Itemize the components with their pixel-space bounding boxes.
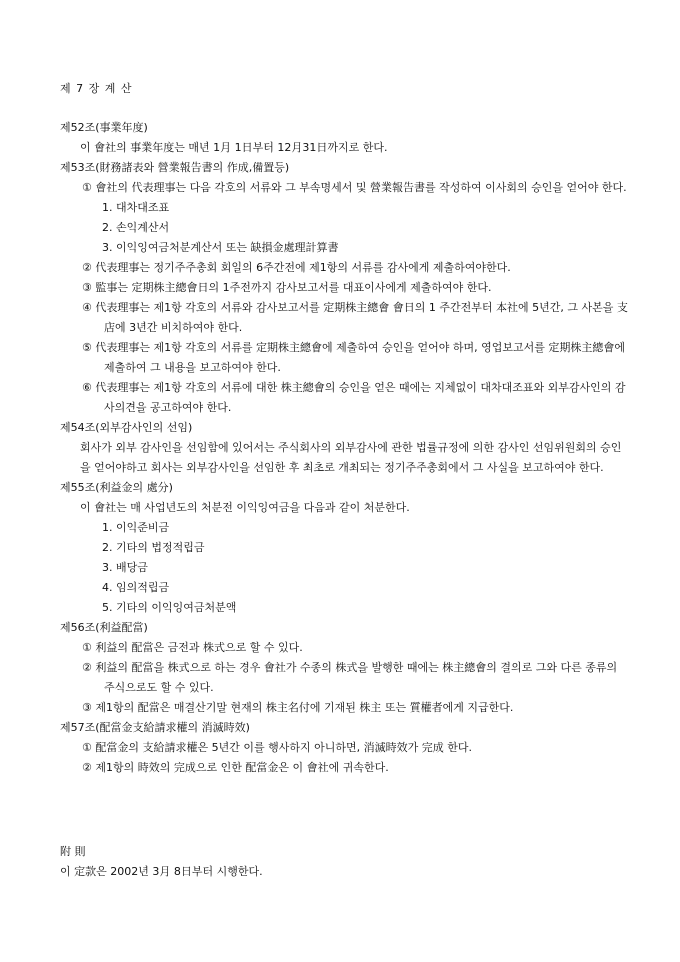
article-heading: 제55조(利益金의 處分) — [60, 481, 173, 494]
list-item: 5. 기타의 이익잉여금처분액 — [102, 601, 237, 614]
article-heading: 제52조(事業年度) — [60, 121, 148, 134]
article-paragraph: ③ 監事는 定期株主總會日의 1주전까지 감사보고서를 대표이사에게 제출하여야 한다. — [82, 281, 492, 294]
list-item: 2. 기타의 법정적립금 — [102, 541, 205, 554]
appendix-title: 附 則 — [60, 845, 86, 858]
list-item: 3. 이익잉여금처분계산서 또는 缺損金處理計算書 — [102, 241, 339, 254]
article-paragraph: ② 代表理事는 정기주주총회 회일의 6주간전에 제1항의 서류를 감사에게 제출하여야한다. — [82, 261, 511, 274]
article-heading: 제57조(配當金支給請求權의 消滅時效) — [60, 721, 250, 734]
list-item: 4. 임의적립금 — [102, 581, 170, 594]
article-paragraph: ① 利益의 配當은 금전과 株式으로 할 수 있다. — [82, 641, 303, 654]
article-paragraph: ② 제1항의 時效의 完成으로 인한 配當金은 이 會社에 귀속한다. — [82, 761, 389, 774]
article-paragraph: 이 會社는 매 사업년도의 처분전 이익잉여금을 다음과 같이 처분한다. — [80, 501, 410, 514]
article-paragraph: 이 會社의 事業年度는 매년 1月 1日부터 12月31日까지로 한다. — [80, 141, 388, 154]
article-paragraph: ① 會社의 代表理事는 다음 각호의 서류와 그 부속명세서 및 營業報告書를 작성하여 이사회의 승인을 얻어야 한다. — [82, 181, 627, 194]
list-item: 1. 이익준비금 — [102, 521, 170, 534]
article-heading: 제56조(利益配當) — [60, 621, 148, 634]
articles-body — [60, 118, 630, 778]
article-heading: 제53조(財務諸表와 營業報告書의 作成,備置등) — [60, 161, 290, 174]
appendix-text: 이 定款은 2002년 3月 8日부터 시행한다. — [60, 865, 263, 878]
article-heading: 제54조(외부감사인의 선임) — [60, 421, 193, 434]
list-item: 2. 손익계산서 — [102, 221, 170, 234]
article-paragraph: ③ 제1항의 配當은 매결산기말 현재의 株主名付에 기재된 株主 또는 質權者에게 지급한다. — [82, 701, 514, 714]
chapter-title: 제 7 장 계 산 — [60, 82, 132, 95]
article-paragraph: ② 利益의 配當을 株式으로 하는 경우 會社가 수종의 株式을 발행한 때에는 株主總會의 결의로 그와 다른 종류의 주식으로도 할 수 있다. — [82, 661, 618, 694]
article-paragraph: ④ 代表理事는 제1항 각호의 서류와 감사보고서를 定期株主總會 會日의 1 주간전부터 本社에 5년간, 그 사본을 支店에 3년간 비치하여야 한다. — [82, 301, 628, 334]
article-paragraph: ① 配當金의 支給請求權은 5년간 이를 행사하지 아니하면, 消滅時效가 完成 한다. — [82, 741, 472, 754]
appendix-section — [60, 842, 263, 882]
article-paragraph: 회사가 외부 감사인을 선임함에 있어서는 주식회사의 외부감사에 관한 법률규정에 의한 감사인 선임위원회의 승인을 얻어야하고 회사는 외부감사인을 선임한 후 최초로 개최되는 정기주주총회에서 그 사실을 보고하여야 한다. — [80, 441, 622, 474]
list-item: 3. 배당금 — [102, 561, 148, 574]
article-paragraph: ⑤ 代表理事는 제1항 각호의 서류를 定期株主總會에 제출하여 승인을 얻어야 하며, 영업보고서를 定期株主總會에 제출하여 그 내용을 보고하여야 한다. — [82, 341, 625, 374]
list-item: 1. 대차대조표 — [102, 201, 170, 214]
article-paragraph: ⑥ 代表理事는 제1항 각호의 서류에 대한 株主總會의 승인을 얻은 때에는 지체없이 대차대조표와 외부감사인의 감사의견을 공고하여야 한다. — [82, 381, 626, 414]
